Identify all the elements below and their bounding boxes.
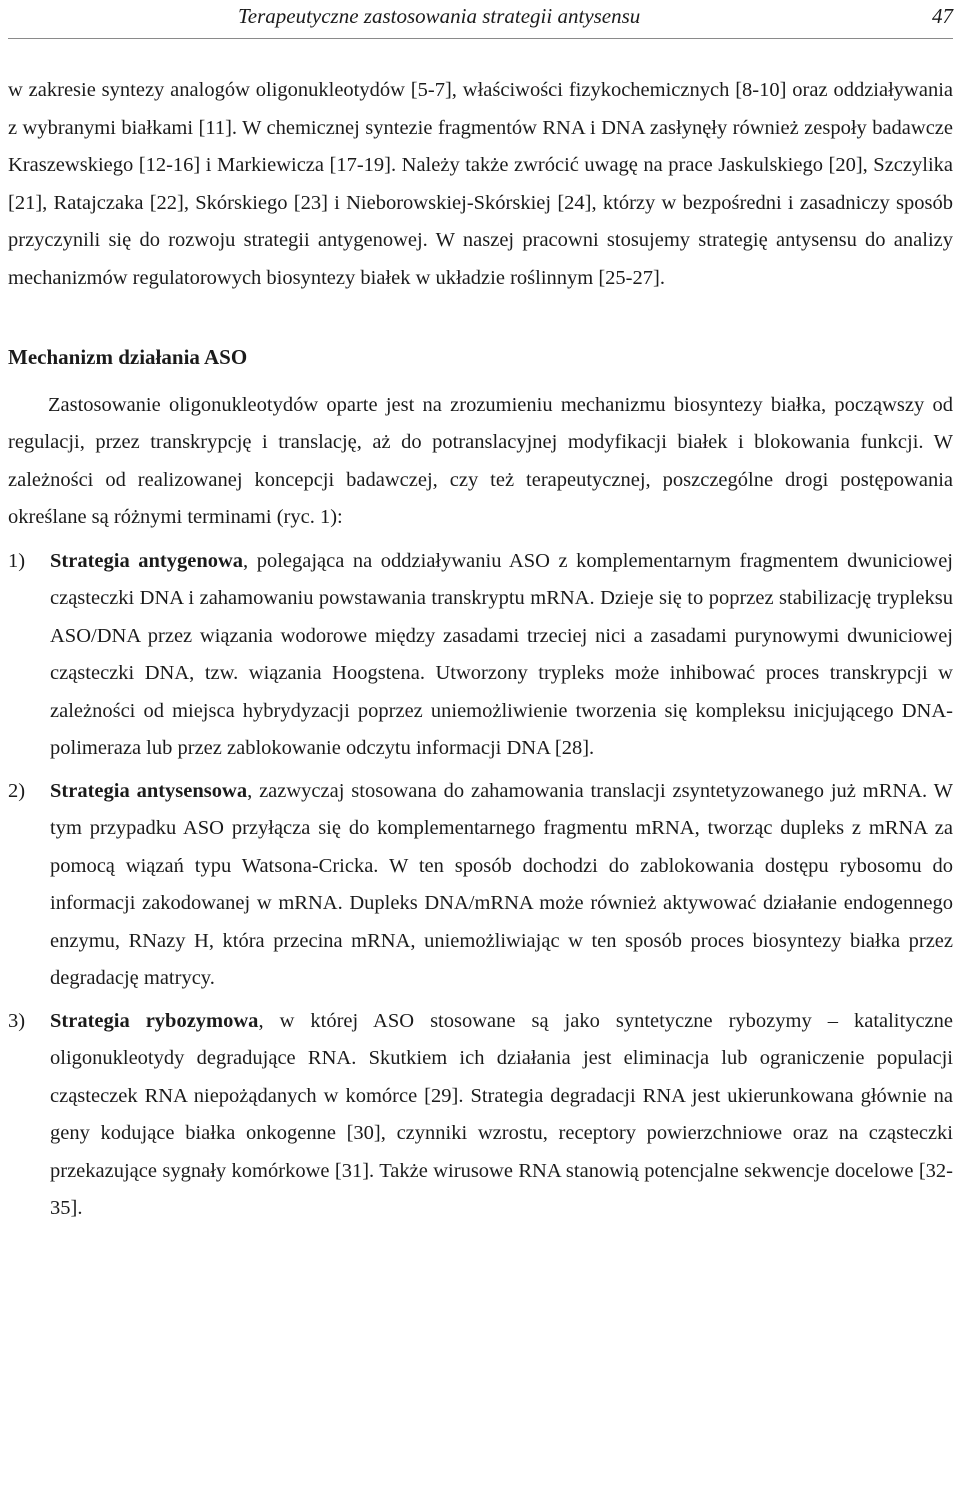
list-item-body: , w której ASO stosowane są jako syntetyczne rybozymy – katalityczne oligonukleotydy degradujące RNA. Skutkiem ich działania jest eliminacja lub ograniczenie populacji cząsteczek RNA niepożądanych w komórce [29]. Strategia degradacji RNA jest ukierunkowana głównie na geny kodujące białka onkogenne [30], czynniki wzrostu, receptory powierzchniowe oraz na cząsteczki przekazujące sygnały komórkowe [31]. Także wirusowe RNA stanowią potencjalne sekwencje docelowe [32-35]. xyxy=(50,1009,953,1219)
list-item-term: Strategia antygenowa xyxy=(50,549,244,572)
list-item-number: 2) xyxy=(8,779,26,802)
intro-paragraph: w zakresie syntezy analogów oligonukleotydów [5-7], właściwości fizykochemicznych [8-10] oraz oddziaływania z wybranymi białkami [11]. W chemicznej syntezie fragmentów RNA i DNA zasłynęły również zespoły badawcze Kraszewskiego [12-16] i Markiewicza [17-19]. Należy także zwrócić uwagę na prace Jaskulskiego [20], Szczylika [21], Ratajczaka [22], Skórskiego [23] i Nieborowskiej-Skórskiej [24], którzy w bezpośredni i zasadniczy sposób przyczynili się do rozwoju strategii antygenowej. W naszej pracowni stosujemy strategię antysensu do analizy mechanizmów regulatorowych biosyntezy białek w układzie roślinnym [25-27]. xyxy=(8,79,953,289)
section-paragraph: Zastosowanie oligonukleotydów oparte jest na zrozumieniu mechanizmu biosyntezy białka, począwszy od regulacji, przez transkrypcję i translację, aż do potranslacyjnej modyfikacji białek i blokowania funkcji. W zależności od realizowanej koncepcji badawczej, czy też terapeutycznej, poszczególne drogi postępowania określane są różnymi terminami (ryc. 1): xyxy=(8,393,953,528)
list-item-term: Strategia antysensowa xyxy=(50,779,248,802)
list-item-number: 1) xyxy=(8,549,26,572)
list-item xyxy=(8,543,953,768)
page xyxy=(8,0,953,1233)
list-item-term: Strategia rybozymowa xyxy=(50,1009,259,1032)
strategy-list xyxy=(8,543,953,1228)
list-item-body: , polegająca na oddziaływaniu ASO z komplementarnym fragmentem dwuniciowej cząsteczki DNA i zahamowaniu powstawania transkryptu mRNA. Dzieje się to poprzez stabilizację trypleksu ASO/DNA przez wiązania wodorowe między zasadami trzeciej nici a zasadami purynowymi dwuniciowej cząsteczki DNA, tzw. wiązania Hoogstena. Utworzony trypleks może inhibować proces transkrypcji w zależności od miejsca hybrydyzacji poprzez uniemożliwienie tworzenia się kompleksu inicjującego DNA-polimeraza lub przez zablokowanie odczytu informacji DNA [28]. xyxy=(50,549,953,759)
list-item-number: 3) xyxy=(8,1009,26,1032)
list-item-body: , zazwyczaj stosowana do zahamowania translacji zsyntetyzowanego już mRNA. W tym przypadku ASO przyłącza się do komplementarnego fragmentu mRNA, tworząc dupleks z mRNA za pomocą wiązań typu Watsona-Cricka. W ten sposób dochodzi do zablokowania dostępu rybosomu do informacji zakodowanej w mRNA. Dupleks DNA/mRNA może również aktywować działanie endogennego enzymu, RNazy H, która przecina mRNA, uniemożliwiając w ten sposób proces biosyntezy białka przez degradację matrycy. xyxy=(50,779,953,989)
list-item xyxy=(8,1003,953,1228)
list-item-text xyxy=(50,1003,953,1228)
list-item xyxy=(8,773,953,998)
page-number: 47 xyxy=(932,4,953,28)
running-title: Terapeutyczne zastosowania strategii antysensu xyxy=(238,4,641,28)
list-item-text xyxy=(50,543,953,768)
list-item-text xyxy=(50,773,953,998)
section-heading: Mechanizm działania ASO xyxy=(8,345,248,369)
running-header xyxy=(8,0,953,39)
